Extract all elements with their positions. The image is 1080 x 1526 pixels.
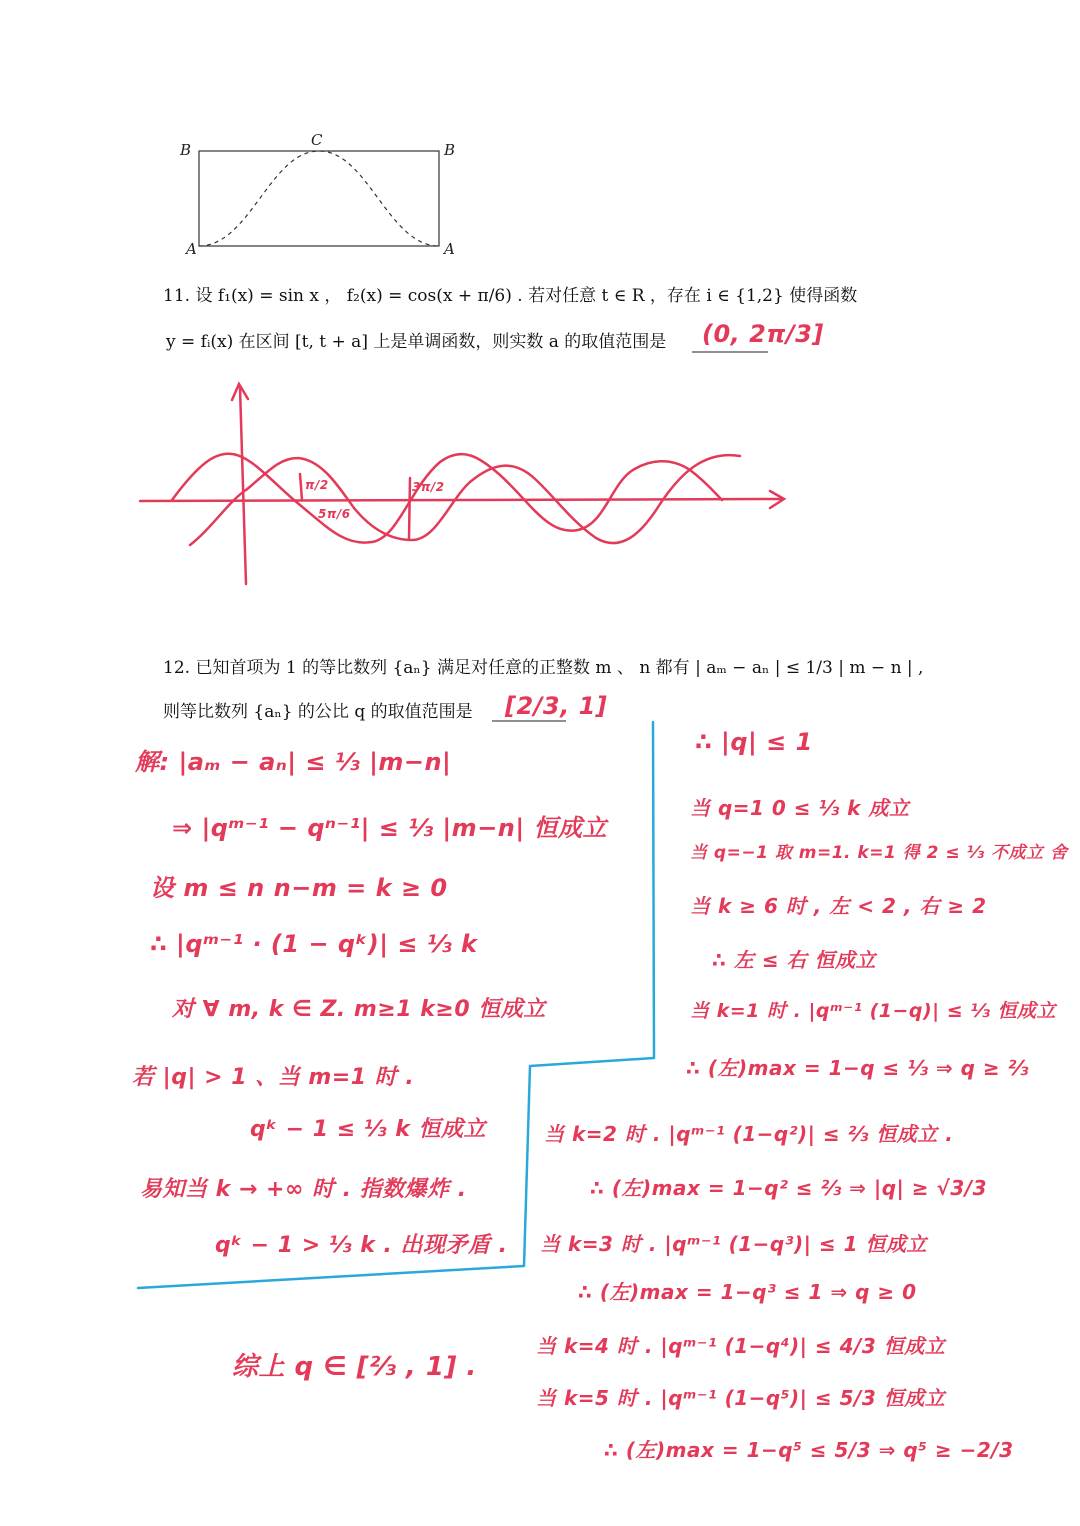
left-work-line-9: qᵏ − 1 > ⅓ k . 出现矛盾 . bbox=[215, 1233, 508, 1258]
bottom-work-line-6: 当 k=5 时 . |qᵐ⁻¹ (1−q⁵)| ≤ 5/3 恒成立 bbox=[536, 1386, 946, 1410]
bottom-work-line-1: 当 k=2 时 . |qᵐ⁻¹ (1−q²)| ≤ ⅔ 恒成立 . bbox=[544, 1122, 954, 1146]
graph-label-3pi-half: 3π/2 bbox=[412, 480, 445, 494]
left-work-line-2: ⇒ |qᵐ⁻¹ − qⁿ⁻¹| ≤ ⅓ |m−n| 恒成立 bbox=[172, 814, 608, 842]
graph-label-pi-half: π/2 bbox=[305, 478, 329, 492]
question-12-handwritten-answer: [2/3, 1] bbox=[505, 692, 608, 720]
question-12-line-1: 12. 已知首项为 1 的等比数列 {aₙ} 满足对任意的正整数 m 、 n 都有 | aₘ − aₙ | ≤ 1/3 | m − n | , bbox=[163, 658, 924, 678]
figure-label-b-right: B bbox=[444, 141, 456, 159]
left-work-line-1: 解: |aₘ − aₙ| ≤ ⅓ |m−n| bbox=[135, 748, 452, 776]
left-work-line-4: ∴ |qᵐ⁻¹ · (1 − qᵏ)| ≤ ⅓ k bbox=[150, 930, 478, 958]
left-work-line-5: 对 ∀ m, k ∈ Z. m≥1 k≥0 恒成立 bbox=[172, 997, 546, 1022]
right-work-line-7: ∴ (左)max = 1−q ≤ ⅓ ⇒ q ≥ ⅔ bbox=[686, 1056, 1029, 1080]
conclusion: 综上 q ∈ [⅔ , 1] . bbox=[232, 1352, 477, 1382]
bottom-work-line-2: ∴ (左)max = 1−q² ≤ ⅔ ⇒ |q| ≥ √3/3 bbox=[590, 1176, 987, 1200]
bottom-work-line-3: 当 k=3 时 . |qᵐ⁻¹ (1−q³)| ≤ 1 恒成立 bbox=[540, 1232, 927, 1256]
right-work-line-4: 当 k ≥ 6 时 , 左 < 2 , 右 ≥ 2 bbox=[690, 894, 987, 918]
right-work-line-5: ∴ 左 ≤ 右 恒成立 bbox=[712, 948, 877, 972]
bottom-work-line-7: ∴ (左)max = 1−q⁵ ≤ 5/3 ⇒ q⁵ ≥ −2/3 bbox=[604, 1438, 1014, 1462]
bottom-work-line-4: ∴ (左)max = 1−q³ ≤ 1 ⇒ q ≥ 0 bbox=[578, 1280, 917, 1304]
question-12-line-2: 则等比数列 {aₙ} 的公比 q 的取值范围是 bbox=[163, 702, 473, 722]
left-work-line-3: 设 m ≤ n n−m = k ≥ 0 bbox=[150, 874, 448, 902]
question-11-line-1: 11. 设 f₁(x) = sin x ， f₂(x) = cos(x + π/6) . 若对任意 t ∈ R ，存在 i ∈ {1,2} 使得函数 bbox=[163, 286, 858, 306]
right-work-line-6: 当 k=1 时 . |qᵐ⁻¹ (1−q)| ≤ ⅓ 恒成立 bbox=[690, 1000, 1057, 1022]
question-11-handwritten-answer: (0, 2π/3] bbox=[702, 320, 824, 348]
figure-label-a-left: A bbox=[186, 240, 197, 258]
question-11-line-2: y = fᵢ(x) 在区间 [t, t + a] 上是单调函数，则实数 a 的取值范围是 bbox=[166, 332, 667, 352]
left-work-line-7: qᵏ − 1 ≤ ⅓ k 恒成立 bbox=[250, 1117, 487, 1142]
figure-label-c: C bbox=[311, 131, 323, 149]
figure-label-a-right: A bbox=[444, 240, 455, 258]
left-work-line-8: 易知当 k → +∞ 时 . 指数爆炸 . bbox=[140, 1177, 467, 1202]
left-work-line-6: 若 |q| > 1 、当 m=1 时 . bbox=[132, 1065, 415, 1090]
graph-label-5pi-6: 5π/6 bbox=[318, 507, 351, 521]
figure-label-b-left: B bbox=[180, 141, 192, 159]
bottom-work-line-5: 当 k=4 时 . |qᵐ⁻¹ (1−q⁴)| ≤ 4/3 恒成立 bbox=[536, 1334, 946, 1358]
right-work-line-3: 当 q=−1 取 m=1. k=1 得 2 ≤ ⅓ 不成立 舍 bbox=[690, 843, 1068, 863]
right-work-line-2: 当 q=1 0 ≤ ⅓ k 成立 bbox=[690, 796, 910, 820]
right-work-line-1: ∴ |q| ≤ 1 bbox=[695, 728, 813, 756]
